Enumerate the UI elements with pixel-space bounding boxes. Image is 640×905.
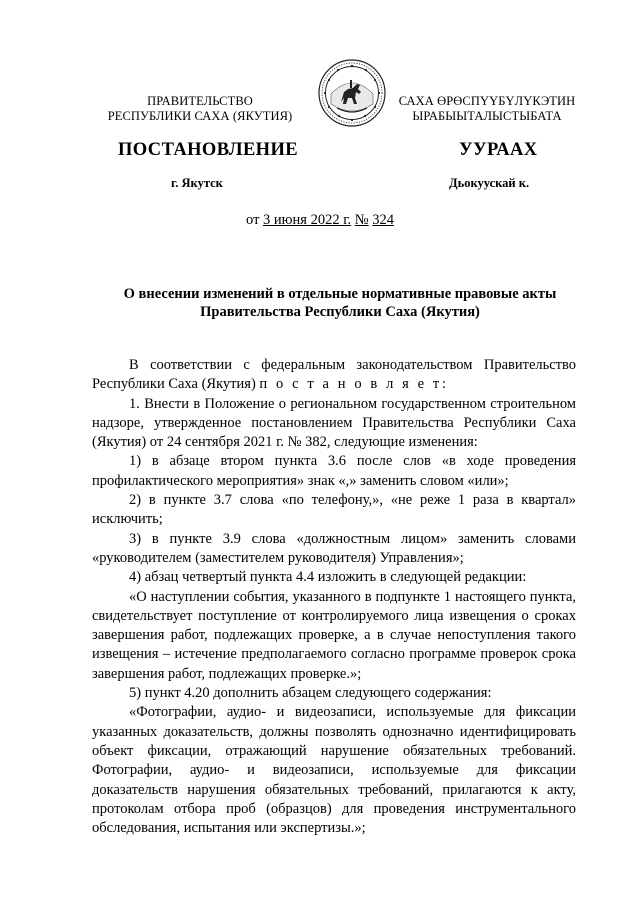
number-sign: № — [354, 212, 369, 228]
paragraph: 1) в абзаце втором пункта 3.6 после слов «в ходе проведения профилактического мероприятия» знак «,» заменить словом «или»; — [92, 453, 576, 489]
paragraph: 1. Внести в Положение о региональном государственном строительном надзоре, утвержденное постановлением Правительства Республики Саха (Якутия) от 24 сентября 2021 г. № 382, следующие изменения: — [92, 395, 576, 451]
doc-type-russian: ПОСТАНОВЛЕНИЕ — [118, 140, 299, 160]
doc-type-sakha: УУРААХ — [459, 140, 538, 160]
date-number-line — [0, 212, 640, 229]
issuer-name-sakha — [372, 94, 602, 124]
issuer-line: РЕСПУБЛИКИ САХА (ЯКУТИЯ) — [107, 109, 293, 123]
paragraph-intro — [92, 356, 576, 395]
paragraph: 3) в пункте 3.9 слова «должностным лицом» заменить словами «руководителем (заместителем руководителя) Управления»; — [92, 530, 576, 566]
paragraph: «Фотографии, аудио- и видеозаписи, используемые для фиксации указанных доказательств, должны позволять однозначно идентифицировать объект фиксации, отражающий нарушение обязательных требований. Фотографии, аудио- и видеозаписи, используемые для фиксации доказательств нарушения обязательных требований, прилагаются к акту, протоколам отбора проб (образцов) для проведения инструментального обследования, испытания или экспертизы.»; — [92, 704, 576, 837]
paragraph: «О наступлении события, указанного в подпункте 1 настоящего пункта, свидетельствует поступление от контролируемого лица извещения о сроках завершения работ, подлежащих проверке, а в случае непоступления такого извещения – истечение предполагаемого согласно программе проверок срока завершения работ, подлежащих проверке.»; — [92, 588, 576, 682]
document-subject — [100, 285, 580, 321]
paragraph: 2) в пункте 3.7 слова «по телефону,», «не реже 1 раза в квартал» исключить; — [92, 492, 576, 528]
document-date: 3 июня 2022 г. — [263, 212, 352, 228]
issuer-name-russian — [95, 94, 305, 124]
city-russian: г. Якутск — [171, 176, 223, 190]
subject-line: Правительства Республики Саха (Якутия) — [200, 304, 480, 320]
intro-text: В соответствии с федеральным законодательством Правительство Республики Саха (Якутия) — [92, 357, 576, 393]
decree-word: п о с т а н о в л я е т: — [259, 376, 449, 393]
paragraph: 4) абзац четвертый пункта 4.4 изложить в следующей редакции: — [129, 569, 527, 586]
subject-line: О внесении изменений в отдельные нормативные правовые акты — [123, 286, 557, 302]
issuer-line: ЫРАБЫЫТАЛЫСТЫБАТА — [412, 109, 562, 123]
issuer-line: ПРАВИТЕЛЬСТВО — [147, 94, 253, 108]
document-body — [92, 356, 576, 838]
date-prefix: от — [246, 212, 260, 228]
city-sakha: Дьокуускай к. — [449, 176, 530, 190]
paragraph: 5) пункт 4.20 дополнить абзацем следующего содержания: — [129, 685, 492, 702]
issuer-line: САХА ӨРӨСПҮҮБҮЛҮКЭТИН — [398, 94, 576, 108]
document-number: 324 — [372, 212, 394, 228]
